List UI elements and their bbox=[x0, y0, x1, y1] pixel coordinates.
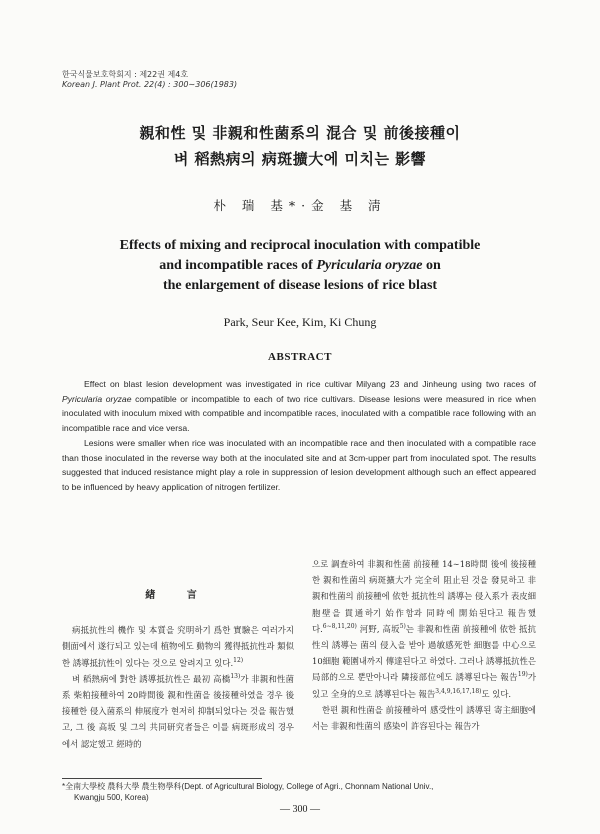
right-p1-a: 으로 調査하여 非親和性菌 前接種 14∼18時間 後에 後接種한 親和性菌의 病斑擴大가 完全히 阻止된 것을 發見하고 非親和性菌의 前接種에 依한 抵抗性의 誘導는 侵入系가 表皮細胞壁을 貫通하기 始作함과 同時에 開始된다고 報告했다. bbox=[312, 559, 536, 634]
abstract-paragraph-2: Lesions were smaller when rice was inoculated with an incompatible race and then inoculated with a compatible race than those inoculated in the reverse way both at the inoculated site and at 3cm-upper part from inoculated spot. The results suggested that induced resistance might play a role in suppression of lesion development although such an effect appeared to be influenced by heavy application of nitrogen fertilizer. bbox=[62, 437, 536, 492]
right-paragraph-2: 한편 親和性菌을 前接種하여 感受性이 誘導된 寄主細胞에서는 非親和性菌의 感染이 許容된다는 報告가 bbox=[312, 704, 536, 732]
right-p1-ref3: 19) bbox=[517, 671, 528, 679]
right-column bbox=[312, 556, 536, 734]
title-en-line2-after: on bbox=[422, 258, 441, 273]
species-name: Pyricularia oryzae bbox=[316, 258, 423, 273]
title-english-line-3: the enlargement of disease lesions of rice blast bbox=[162, 278, 438, 293]
intro-p2-a: 벼 稻熱病에 對한 誘導抵抗性은 最初 高橋 bbox=[72, 673, 231, 684]
intro-p2-b: 가 非親和性菌系 柴粕接種하여 20時間後 親和性菌을 後接種하였을 경우 後接種한 侵入菌系의 伸展度가 현저히 抑制되었다는 것을 報告했고, 그 後 高坂 및 그의 共同研究者들은 이를 病斑形成의 경우에서 認定했고 經時的 bbox=[62, 673, 294, 749]
left-column bbox=[62, 588, 294, 752]
title-korean-line-2: 벼 稻熱病의 病斑擴大에 미치는 影響 bbox=[173, 150, 427, 168]
intro-p1-text: 病抵抗性의 機作 및 本質을 究明하기 爲한 實驗은 여러가지 側面에서 遂行되고 있는데 植物에도 動物의 獲得抵抗性과 類似한 誘導抵抗性이 있다는 것으로 알려지고 있다. bbox=[62, 625, 294, 668]
abstract-heading: ABSTRACT bbox=[268, 351, 332, 363]
authors-korean: 朴 瑞 基*·金 基 淸 bbox=[213, 198, 387, 213]
abstract-paragraph-1 bbox=[62, 377, 536, 436]
footnote-rule bbox=[62, 778, 262, 779]
abstract-body bbox=[62, 377, 536, 495]
title-english-line-2 bbox=[0, 256, 600, 276]
title-english-line-1: Effects of mixing and reciprocal inoculation with compatible bbox=[119, 238, 481, 253]
abstract-species-name: Pyricularia oryzae bbox=[62, 393, 132, 404]
title-korean-line-1: 親和性 및 非親和性菌系의 混合 및 前後接種이 bbox=[139, 124, 461, 142]
intro-p2-ref: 13) bbox=[230, 673, 241, 681]
intro-p1-ref: 12) bbox=[233, 656, 244, 664]
introduction-heading: 緖 言 bbox=[145, 590, 211, 601]
title-en-line2-before: and incompatible races of bbox=[159, 258, 317, 273]
journal-line-ko: 한국식물보호학회지 : 제22권 제4호 bbox=[62, 70, 189, 79]
right-p1-d: 가 있고 全身的으로 誘導된다는 報告 bbox=[312, 672, 536, 699]
footnote bbox=[62, 781, 536, 803]
right-paragraph-1 bbox=[312, 556, 536, 702]
right-p1-ref: 6∼8,11,20) bbox=[322, 623, 357, 631]
intro-paragraph-1 bbox=[62, 622, 294, 671]
right-p1-c: 는 非親和性菌 前接種에 依한 抵抗性의 誘導는 菌의 侵入을 받아 過敏感死한 細胞를 中心으로 10細胞 範圍내까지 傳達된다고 하였다. 그러나 誘導抵抗性은 局部的으로 뿐만아니라 隣接部位에도 誘導된다는 報告 bbox=[312, 623, 536, 683]
right-p1-ref2: 5) bbox=[399, 623, 406, 631]
right-p1-ref4: 3,4,9,16,17,18) bbox=[435, 687, 482, 695]
page-number: — 300 — bbox=[280, 804, 320, 815]
journal-citation bbox=[62, 70, 237, 90]
footnote-line-2: Kwangju 500, Korea) bbox=[74, 793, 149, 802]
abstract-p1-b: compatible or incompatible to each of two rice cultivars. Disease lesions were measured in rice when inoculated with inoculum mixed with compatible and incompatible races, inoculated with a compatible race following with an incompatible race and vice versa. bbox=[62, 393, 537, 434]
right-p1-b: 河野, 高坂 bbox=[356, 623, 400, 634]
authors-english: Park, Seur Kee, Kim, Ki Chung bbox=[223, 315, 377, 329]
journal-line-en: Korean J. Plant Prot. 22(4) : 300∼306(1983) bbox=[62, 80, 238, 89]
intro-paragraph-2 bbox=[62, 671, 294, 752]
right-p1-e: 도 있다. bbox=[481, 688, 512, 699]
footnote-line-1: *全南大學校 農科大學 農生物學科(Dept. of Agricultural Biology, College of Agri., Chonnam National Univ., bbox=[62, 782, 434, 791]
abstract-p1-a: Effect on blast lesion development was investigated in rice cultivar Milyang 23 and Jinheung using two races of bbox=[84, 379, 536, 389]
